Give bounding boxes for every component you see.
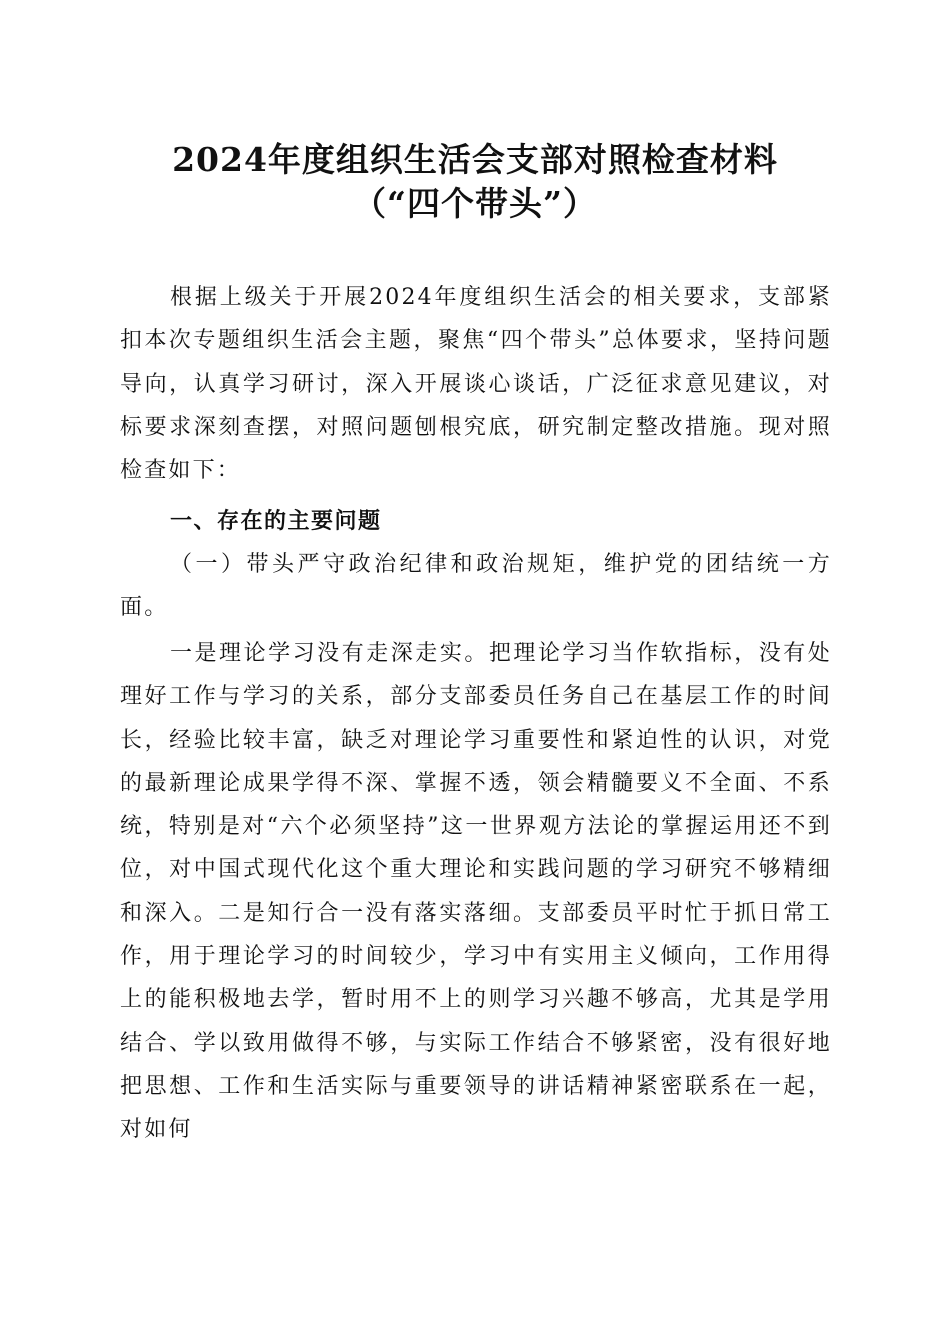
section-heading: 一、存在的主要问题 bbox=[170, 509, 382, 534]
subsection-heading: （一）带头严守政治纪律和政治规矩，维护党的团结统一方面。 bbox=[120, 552, 832, 621]
body-paragraph: 一是理论学习没有走深走实。把理论学习当作软指标，没有处理好工作与学习的关系，部分支部委员任务自己在基层工作的时间长，经验比较丰富，缺乏对理论学习重要性和紧迫性的认识，对党的最新理论成果学得不深、掌握不透，领会精髓要义不全面、不系统，特别是对“六个必须坚持”这一世界观方法论的掌握运用还不到位，对中国式现代化这个重大理论和实践问题的学习研究不够精细和深入。二是知行合一没有落实落细。支部委员平时忙于抓日常工作，用于理论学习的时间较少，学习中有实用主义倾向，工作用得上的能积极地去学，暂时用不上的则学习兴趣不够高，尤其是学用结合、学以致用做得不够，与实际工作结合不够紧密，没有很好地把思想、工作和生活实际与重要领导的讲话精神紧密联系在一起，对如何 bbox=[120, 641, 832, 1143]
document-title: 2024年度组织生活会支部对照检查材料 bbox=[172, 140, 778, 179]
intro-paragraph: 根据上级关于开展2024年度组织生活会的相关要求，支部紧扣本次专题组织生活会主题，聚焦“四个带头”总体要求，坚持问题导向，认真学习研讨，深入开展谈心谈话，广泛征求意见建议，对标要求深刻查摆，对照问题刨根究底，研究制定整改措施。现对照检查如下： bbox=[120, 285, 832, 484]
document-subtitle: （“四个带头”） bbox=[353, 184, 597, 223]
